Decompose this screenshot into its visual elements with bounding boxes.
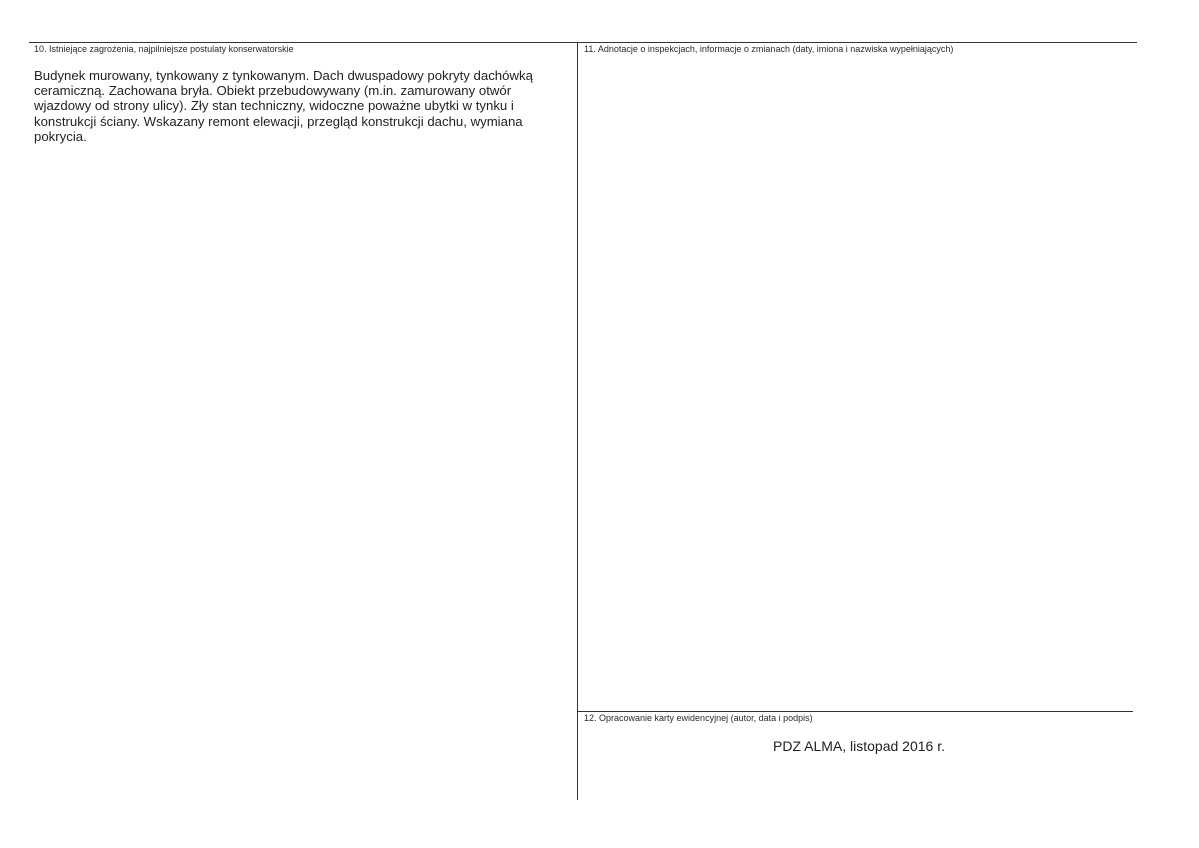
column-divider xyxy=(577,42,578,800)
section-10-text: Budynek murowany, tynkowany z tynkowanym. Dach dwuspadowy pokryty dachówką ceramiczną. Zachowana bryła. Obiekt przebudowywany (m.in. zamurowany otwór wjazdowy od strony ulicy). Zły stan techniczny, widoczne poważne ubytki w tynku i konstrukcji ściany. Wskazany remont elewacji, przegląd konstrukcji dachu, wymiana pokrycia. xyxy=(34,68,533,144)
section-10-label: 10. Istniejące zagrożenia, najpilniejsze postulaty konserwatorskie xyxy=(34,44,294,54)
section-12-text: PDZ ALMA, listopad 2016 r. xyxy=(773,738,945,754)
section-11-label: 11. Adnotacje o inspekcjach, informacje o zmianach (daty, imiona i nazwiska wypełniających) xyxy=(584,44,954,54)
section-12-rule xyxy=(577,711,1133,712)
top-rule xyxy=(29,42,1137,43)
section-12-label: 12. Opracowanie karty ewidencyjnej (autor, data i podpis) xyxy=(584,713,813,723)
